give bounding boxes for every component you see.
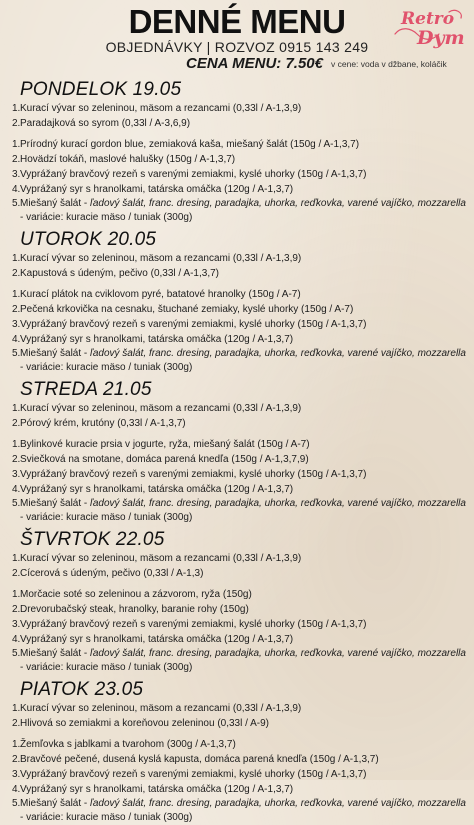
item-number: 1. [12, 103, 21, 114]
soup-text: Paradajková so syrom (0,33l / A-3,6,9) [20, 118, 191, 129]
soup-text: Kurací vývar so zeleninou, mäsom a rezancami (0,33l / A-1,3,9) [20, 103, 302, 114]
main-course-text: Morčacie soté so zeleninou a zázvorom, ryža (150g) [20, 589, 252, 600]
price-row [0, 55, 474, 73]
item-number: 1. [12, 289, 21, 300]
main-course-item [0, 437, 474, 452]
main-course-list [0, 587, 474, 675]
main-course-item [0, 782, 474, 797]
soup-list [0, 401, 474, 431]
soup-item [0, 401, 474, 416]
soup-item [0, 416, 474, 431]
soup-text: Pórový krém, krutóny (0,33l / A-1,3,7) [20, 418, 186, 429]
item-number: 2. [12, 754, 21, 765]
item-number: 3. [12, 769, 21, 780]
soup-item [0, 116, 474, 131]
main-course-text: Vyprážaný syr s hranolkami, tatárska omáčka (120g / A-1,3,7) [20, 784, 294, 795]
salad-text: - variácie: kuracie mäso / tuniak (300g) [20, 212, 193, 223]
salad-ingredients: ľadový šalát, franc. dresing, paradajka, uhorka, reďkovka, varené vajíčko, mozzarella [90, 798, 466, 809]
main-course-item [0, 197, 474, 225]
main-course-item [0, 317, 474, 332]
salad-text: - variácie: kuracie mäso / tuniak (300g) [20, 362, 193, 373]
soup-item [0, 101, 474, 116]
main-course-item [0, 632, 474, 647]
salad-ingredients: ľadový šalát, franc. dresing, paradajka, uhorka, reďkovka, varené vajíčko, mozzarella [90, 198, 466, 209]
item-number: 5. [12, 498, 21, 509]
soup-text: Cícerová s údeným, pečivo (0,33l / A-1,3) [20, 568, 204, 579]
salad-ingredients: ľadový šalát, franc. dresing, paradajka, uhorka, reďkovka, varené vajíčko, mozzarella [90, 648, 466, 659]
item-number: 2. [12, 568, 21, 579]
item-number: 5. [12, 348, 21, 359]
salad-text: - variácie: kuracie mäso / tuniak (300g) [20, 812, 193, 823]
soup-list [0, 251, 474, 281]
main-course-item [0, 347, 474, 375]
soup-list [0, 101, 474, 131]
menu-price: CENA MENU: 7.50€ [186, 55, 323, 72]
main-course-text: Sviečková na smotane, domáca parená knedľa (150g / A-1,3,7,9) [20, 454, 309, 465]
soup-item [0, 701, 474, 716]
item-number: 1. [12, 403, 21, 414]
main-course-item [0, 602, 474, 617]
salad-text: - variácie: kuracie mäso / tuniak (300g) [20, 662, 193, 673]
main-course-list [0, 137, 474, 225]
menu-header [0, 0, 474, 78]
soup-text: Kurací vývar so zeleninou, mäsom a rezancami (0,33l / A-1,3,9) [20, 253, 302, 264]
main-course-text: Prírodný kurací gordon blue, zemiaková kaša, miešaný šalát (150g / A-1,3,7) [20, 139, 360, 150]
main-course-item [0, 647, 474, 675]
main-course-text: Vyprážaný syr s hranolkami, tatárska omáčka (120g / A-1,3,7) [20, 184, 294, 195]
item-number: 1. [12, 253, 21, 264]
main-course-item [0, 797, 474, 825]
soup-text: Kurací vývar so zeleninou, mäsom a rezancami (0,33l / A-1,3,9) [20, 403, 302, 414]
salad-text: Miešaný šalát - [20, 198, 91, 209]
main-course-item [0, 737, 474, 752]
item-number: 3. [12, 169, 21, 180]
day-heading: UTOROK 20.05 [20, 229, 157, 250]
main-course-text: Vyprážaný bravčový rezeň s varenými zemiakmi, kyslé uhorky (150g / A-1,3,7) [20, 319, 367, 330]
item-number: 3. [12, 469, 21, 480]
item-number: 4. [12, 334, 21, 345]
menu-days [0, 78, 474, 825]
salad-text: Miešaný šalát - [20, 798, 91, 809]
main-course-text: Vyprážaný syr s hranolkami, tatárska omáčka (120g / A-1,3,7) [20, 484, 294, 495]
soup-item [0, 566, 474, 581]
main-course-item [0, 467, 474, 482]
soup-text: Kapustová s údeným, pečivo (0,33l / A-1,3,7) [20, 268, 219, 279]
main-course-item [0, 287, 474, 302]
page-title: DENNÉ MENU [128, 3, 346, 40]
main-course-text: Vyprážaný syr s hranolkami, tatárska omáčka (120g / A-1,3,7) [20, 634, 294, 645]
soup-list [0, 551, 474, 581]
item-number: 1. [12, 439, 21, 450]
item-number: 2. [12, 154, 21, 165]
main-course-item [0, 152, 474, 167]
main-course-item [0, 497, 474, 525]
day-heading: PIATOK 23.05 [20, 679, 144, 700]
main-course-item [0, 332, 474, 347]
main-course-item [0, 137, 474, 152]
item-number: 2. [12, 304, 21, 315]
soup-text: Kurací vývar so zeleninou, mäsom a rezancami (0,33l / A-1,3,9) [20, 703, 302, 714]
main-course-list [0, 287, 474, 375]
item-number: 2. [12, 454, 21, 465]
main-course-item [0, 302, 474, 317]
item-number: 5. [12, 198, 21, 209]
item-number: 4. [12, 634, 21, 645]
main-course-list [0, 437, 474, 525]
salad-ingredients: ľadový šalát, franc. dresing, paradajka, uhorka, reďkovka, varené vajíčko, mozzarella [90, 498, 466, 509]
main-course-text: Drevorubačský steak, hranolky, baranie rohy (150g) [20, 604, 249, 615]
main-course-text: Vyprážaný bravčový rezeň s varenými zemiakmi, kyslé uhorky (150g / A-1,3,7) [20, 469, 367, 480]
salad-text: - variácie: kuracie mäso / tuniak (300g) [20, 512, 193, 523]
item-number: 1. [12, 139, 21, 150]
main-course-text: Hovädzí tokáň, maslové halušky (150g / A-1,3,7) [20, 154, 236, 165]
soup-item [0, 716, 474, 731]
salad-text: Miešaný šalát - [20, 498, 91, 509]
soup-text: Hlivová so zemiakmi a koreňovou zeleninou (0,33l / A-9) [20, 718, 270, 729]
salad-text: Miešaný šalát - [20, 648, 91, 659]
item-number: 2. [12, 604, 21, 615]
item-number: 4. [12, 484, 21, 495]
item-number: 5. [12, 798, 21, 809]
salad-ingredients: ľadový šalát, franc. dresing, paradajka, uhorka, reďkovka, varené vajíčko, mozzarella [90, 348, 466, 359]
item-number: 1. [12, 553, 21, 564]
item-number: 3. [12, 619, 21, 630]
main-course-text: Bravčové pečené, dusená kyslá kapusta, domáca parená knedľa (150g / A-1,3,7) [20, 754, 379, 765]
orders-phone: OBJEDNÁVKY | ROZVOZ 0915 143 249 [105, 39, 369, 55]
item-number: 2. [12, 268, 21, 279]
main-course-text: Vyprážaný syr s hranolkami, tatárska omáčka (120g / A-1,3,7) [20, 334, 294, 345]
main-course-text: Vyprážaný bravčový rezeň s varenými zemiakmi, kyslé uhorky (150g / A-1,3,7) [20, 169, 367, 180]
main-course-text: Vyprážaný bravčový rezeň s varenými zemiakmi, kyslé uhorky (150g / A-1,3,7) [20, 769, 367, 780]
soup-item [0, 251, 474, 266]
main-course-item [0, 617, 474, 632]
item-number: 4. [12, 184, 21, 195]
main-course-text: Kurací plátok na cviklovom pyré, batatové hranolky (150g / A-7) [20, 289, 301, 300]
logo-text-dym: Dym [417, 27, 465, 49]
main-course-item [0, 587, 474, 602]
soup-list [0, 701, 474, 731]
salad-text: Miešaný šalát - [20, 348, 91, 359]
main-course-list [0, 737, 474, 825]
item-number: 3. [12, 319, 21, 330]
price-note: v cene: voda v džbane, koláčik [331, 59, 447, 69]
item-number: 2. [12, 418, 21, 429]
item-number: 5. [12, 648, 21, 659]
item-number: 1. [12, 739, 21, 750]
soup-item [0, 266, 474, 281]
day-heading: PONDELOK 19.05 [20, 79, 182, 100]
item-number: 1. [12, 703, 21, 714]
main-course-item [0, 452, 474, 467]
main-course-item [0, 752, 474, 767]
main-course-text: Žemľovka s jablkami a tvarohom (300g / A-1,3,7) [20, 739, 236, 750]
main-course-item [0, 182, 474, 197]
day-heading: STREDA 21.05 [20, 379, 152, 400]
retro-dym-logo [391, 4, 469, 50]
item-number: 4. [12, 784, 21, 795]
day-heading: ŠTVRTOK 22.05 [20, 529, 165, 550]
item-number: 2. [12, 718, 21, 729]
item-number: 2. [12, 118, 21, 129]
logo-text-retro: Retro [401, 9, 455, 29]
main-course-text: Bylinkové kuracie prsia v jogurte, ryža, miešaný šalát (150g / A-7) [20, 439, 310, 450]
item-number: 1. [12, 589, 21, 600]
soup-item [0, 551, 474, 566]
main-course-text: Pečená krkovička na cesnaku, štuchané zemiaky, kyslé uhorky (150g / A-7) [20, 304, 354, 315]
main-course-item [0, 167, 474, 182]
main-course-text: Vyprážaný bravčový rezeň s varenými zemiakmi, kyslé uhorky (150g / A-1,3,7) [20, 619, 367, 630]
main-course-item [0, 482, 474, 497]
soup-text: Kurací vývar so zeleninou, mäsom a rezancami (0,33l / A-1,3,9) [20, 553, 302, 564]
